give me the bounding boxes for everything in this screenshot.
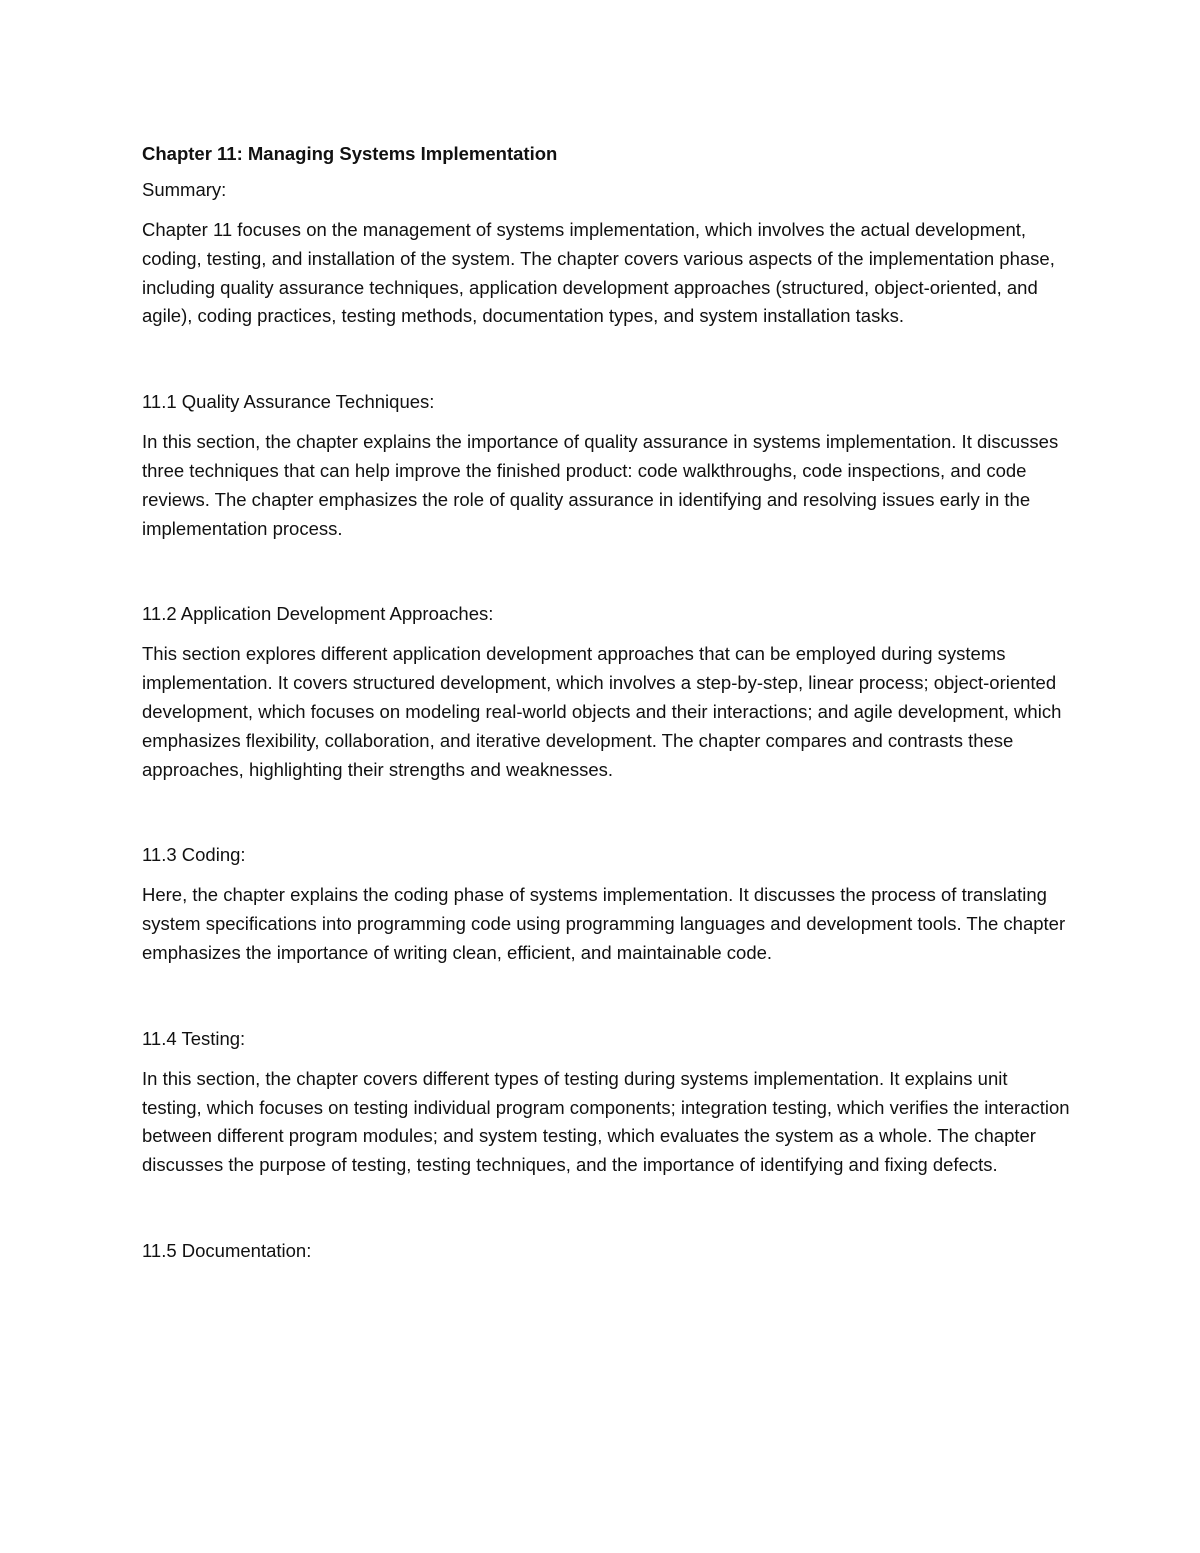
- paragraph-spacer: [142, 784, 1072, 841]
- section-paragraph: In this section, the chapter explains the importance of quality assurance in systems implementation. It discusses three techniques that can help improve the finished product: code walkthroughs, code inspections, and code reviews. The chapter emphasizes the role of quality assurance in identifying and resolving issues early in the implementation process.: [142, 431, 1059, 539]
- section-quality-assurance: [142, 388, 1072, 543]
- document-content: [142, 140, 1072, 1277]
- section-coding: [142, 841, 1072, 967]
- section-heading: 11.3 Coding:: [142, 844, 246, 866]
- summary-paragraph: Chapter 11 focuses on the management of systems implementation, which involves the actual development, coding, testing, and installation of the system. The chapter covers various aspects of the implementation phase, including quality assurance techniques, application development approaches (structured, object-oriented, and agile), coding practices, testing methods, documentation types, and system installation tasks.: [142, 219, 1055, 327]
- paragraph-spacer: [142, 968, 1072, 1025]
- section-paragraph: Here, the chapter explains the coding phase of systems implementation. It discusses the process of translating system specifications into programming code using programming languages and development tools. The chapter emphasizes the importance of writing clean, efficient, and maintainable code.: [142, 884, 1066, 963]
- document-title: Chapter 11: Managing Systems Implementation: [142, 143, 558, 164]
- section-heading: 11.5 Documentation:: [142, 1239, 312, 1261]
- paragraph-spacer: [142, 331, 1072, 388]
- paragraph-spacer: [142, 1180, 1072, 1237]
- section-heading: 11.2 Application Development Approaches:: [142, 603, 494, 625]
- paragraph-spacer: [142, 543, 1072, 600]
- section-paragraph: In this section, the chapter covers different types of testing during systems implementation. It explains unit testing, which focuses on testing individual program components; integration testing, which verifies the interaction between different program modules; and system testing, which evaluates the system as a whole. The chapter discusses the purpose of testing, testing techniques, and the importance of identifying and fixing defects.: [142, 1067, 1070, 1176]
- summary-label: Summary:: [142, 179, 227, 200]
- section-application-development: [142, 600, 1072, 784]
- section-testing: [142, 1025, 1072, 1180]
- section-paragraph: This section explores different application development approaches that can be employed during systems implementation. It covers structured development, which involves a step-by-step, linear process; object-oriented development, which focuses on modeling real-world objects and their interactions; and agile development, which emphasizes flexibility, collaboration, and iterative development. The chapter compares and contrasts these approaches, highlighting their strengths and weaknesses.: [142, 643, 1062, 780]
- section-heading: 11.4 Testing:: [142, 1027, 246, 1049]
- section-heading: 11.1 Quality Assurance Techniques:: [142, 391, 435, 413]
- section-documentation: [142, 1237, 1072, 1265]
